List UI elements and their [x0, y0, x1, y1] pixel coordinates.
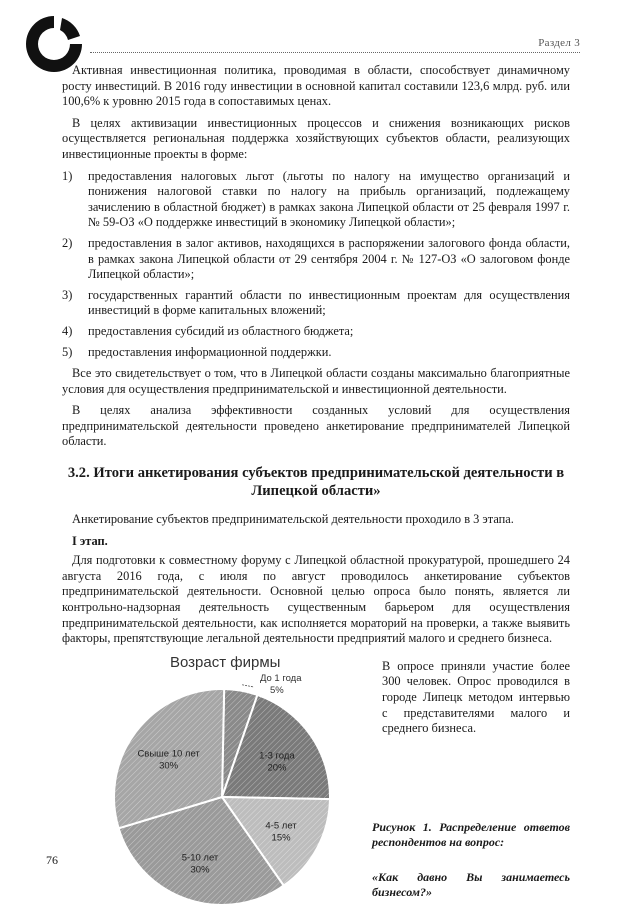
paragraph: Для подготовки к совместному форуму с Липецкой областной прокуратурой, прошедшего 24 августа 2016 года, с июля по август проводилось анкетирование субъектов предпринимательской деятельности. Основной целью опроса было понять, является ли контрольно-надзорная деятельность существенным барьером для осуществления предпринимательской деятельности, как исполняется мораторий на проверки, а также выявить факторы, препятствующие легальной деятельности предприятий малого и среднего бизнеса.	[62, 553, 570, 646]
paragraph: Активная инвестиционная политика, проводимая в области, способствует динамичному росту инвестиций. В 2016 году инвестиции в основной капитал составили 123,6 млрд. руб. или 100,6% к уровню 2015 года в сопоставимых ценах.	[62, 63, 570, 109]
list-item	[62, 236, 570, 283]
header-rule	[90, 52, 580, 53]
list-item-number: 3)	[62, 287, 73, 302]
paragraph: В целях анализа эффективности созданных условий для осуществления предпринимательской деятельности проведено анкетирование предпринимателей Липецкой области.	[62, 403, 570, 449]
list-item-text: предоставления информационной поддержки.	[88, 344, 332, 359]
slice-value-label: 20%	[267, 762, 287, 774]
figure-caption: Рисунок 1. Распределение ответов респондентов на вопрос:	[372, 819, 570, 849]
list-item-text: предоставления налоговых льгот (льготы по налогу на имущество организаций и понижения налоговой ставки по налогу на прибыль организаций, подлежащему зачислению в областной бюджет) в рамках закона Липецкой области от 25 февраля 1997 г. № 59-ОЗ «О поддержке инвестиций в экономику Липецкой области»;	[88, 168, 570, 230]
slice-label: 1-3 года	[259, 750, 295, 762]
list-item-number: 2)	[62, 235, 73, 250]
slice-label: До 1 года	[259, 672, 302, 684]
slice-label: 5-10 лет	[181, 852, 219, 864]
slice-value-label: 30%	[159, 760, 179, 772]
section-title: 3.2. Итоги анкетирования субъектов предпринимательской деятельности в Липецкой области»	[67, 465, 565, 500]
list-item-text: государственных гарантий области по инвестиционным проектам для осуществления инвестиций в форме капитальных вложений;	[88, 287, 570, 318]
slice-value-label: 15%	[271, 832, 291, 844]
paragraph: В целях активизации инвестиционных процессов и снижения возникающих рисков осуществляется региональная поддержка хозяйствующих субъектов области, реализующих инвестиционные проекты в форме:	[62, 115, 570, 161]
list-item	[62, 345, 570, 361]
figure-row	[62, 655, 570, 920]
list-item-number: 1)	[62, 168, 73, 183]
list-item-text: предоставления субсидий из областного бюджета;	[88, 323, 354, 338]
paragraph: Анкетирование субъектов предпринимательской деятельности проходило в 3 этапа.	[72, 512, 514, 527]
figure-question: «Как давно Вы занимаетесь бизнесом?»	[372, 869, 570, 899]
page-number: 76	[46, 853, 58, 867]
support-forms-list	[62, 169, 570, 361]
list-item-number: 4)	[62, 323, 73, 338]
slice-label: 4-5 лет	[265, 820, 297, 832]
chart-title: Возраст фирмы	[170, 653, 281, 671]
list-item-text: предоставления в залог активов, находящихся в распоряжении залогового фонда области, в рамках закона Липецкой области от 29 сентября 2004 г. № 127-ОЗ «О залоговом фонде Липецкой области»;	[88, 235, 570, 282]
slice-label: Свыше 10 лет	[137, 748, 200, 760]
slice-value-label: 30%	[190, 864, 210, 876]
list-item	[62, 169, 570, 231]
list-item	[62, 288, 570, 319]
list-item	[62, 324, 570, 340]
list-item-number: 5)	[62, 344, 73, 359]
slice-leader-line	[242, 685, 254, 687]
page-content	[62, 63, 570, 920]
pie-chart-svg	[82, 655, 372, 920]
slice-value-label: 5%	[269, 684, 284, 696]
stage-label: I этап.	[72, 533, 108, 548]
survey-description: В опросе приняли участие более 300 человек. Опрос проводился в городе Липецк методом интервью с представителями малого и среднего бизнеса.	[382, 658, 570, 736]
section-label: Раздел 3	[538, 37, 580, 49]
paragraph: Все это свидетельствует о том, что в Липецкой области созданы максимально благоприятные условия для осуществления предпринимательской и инвестиционной деятельности.	[62, 366, 570, 396]
pie-chart	[82, 655, 372, 920]
